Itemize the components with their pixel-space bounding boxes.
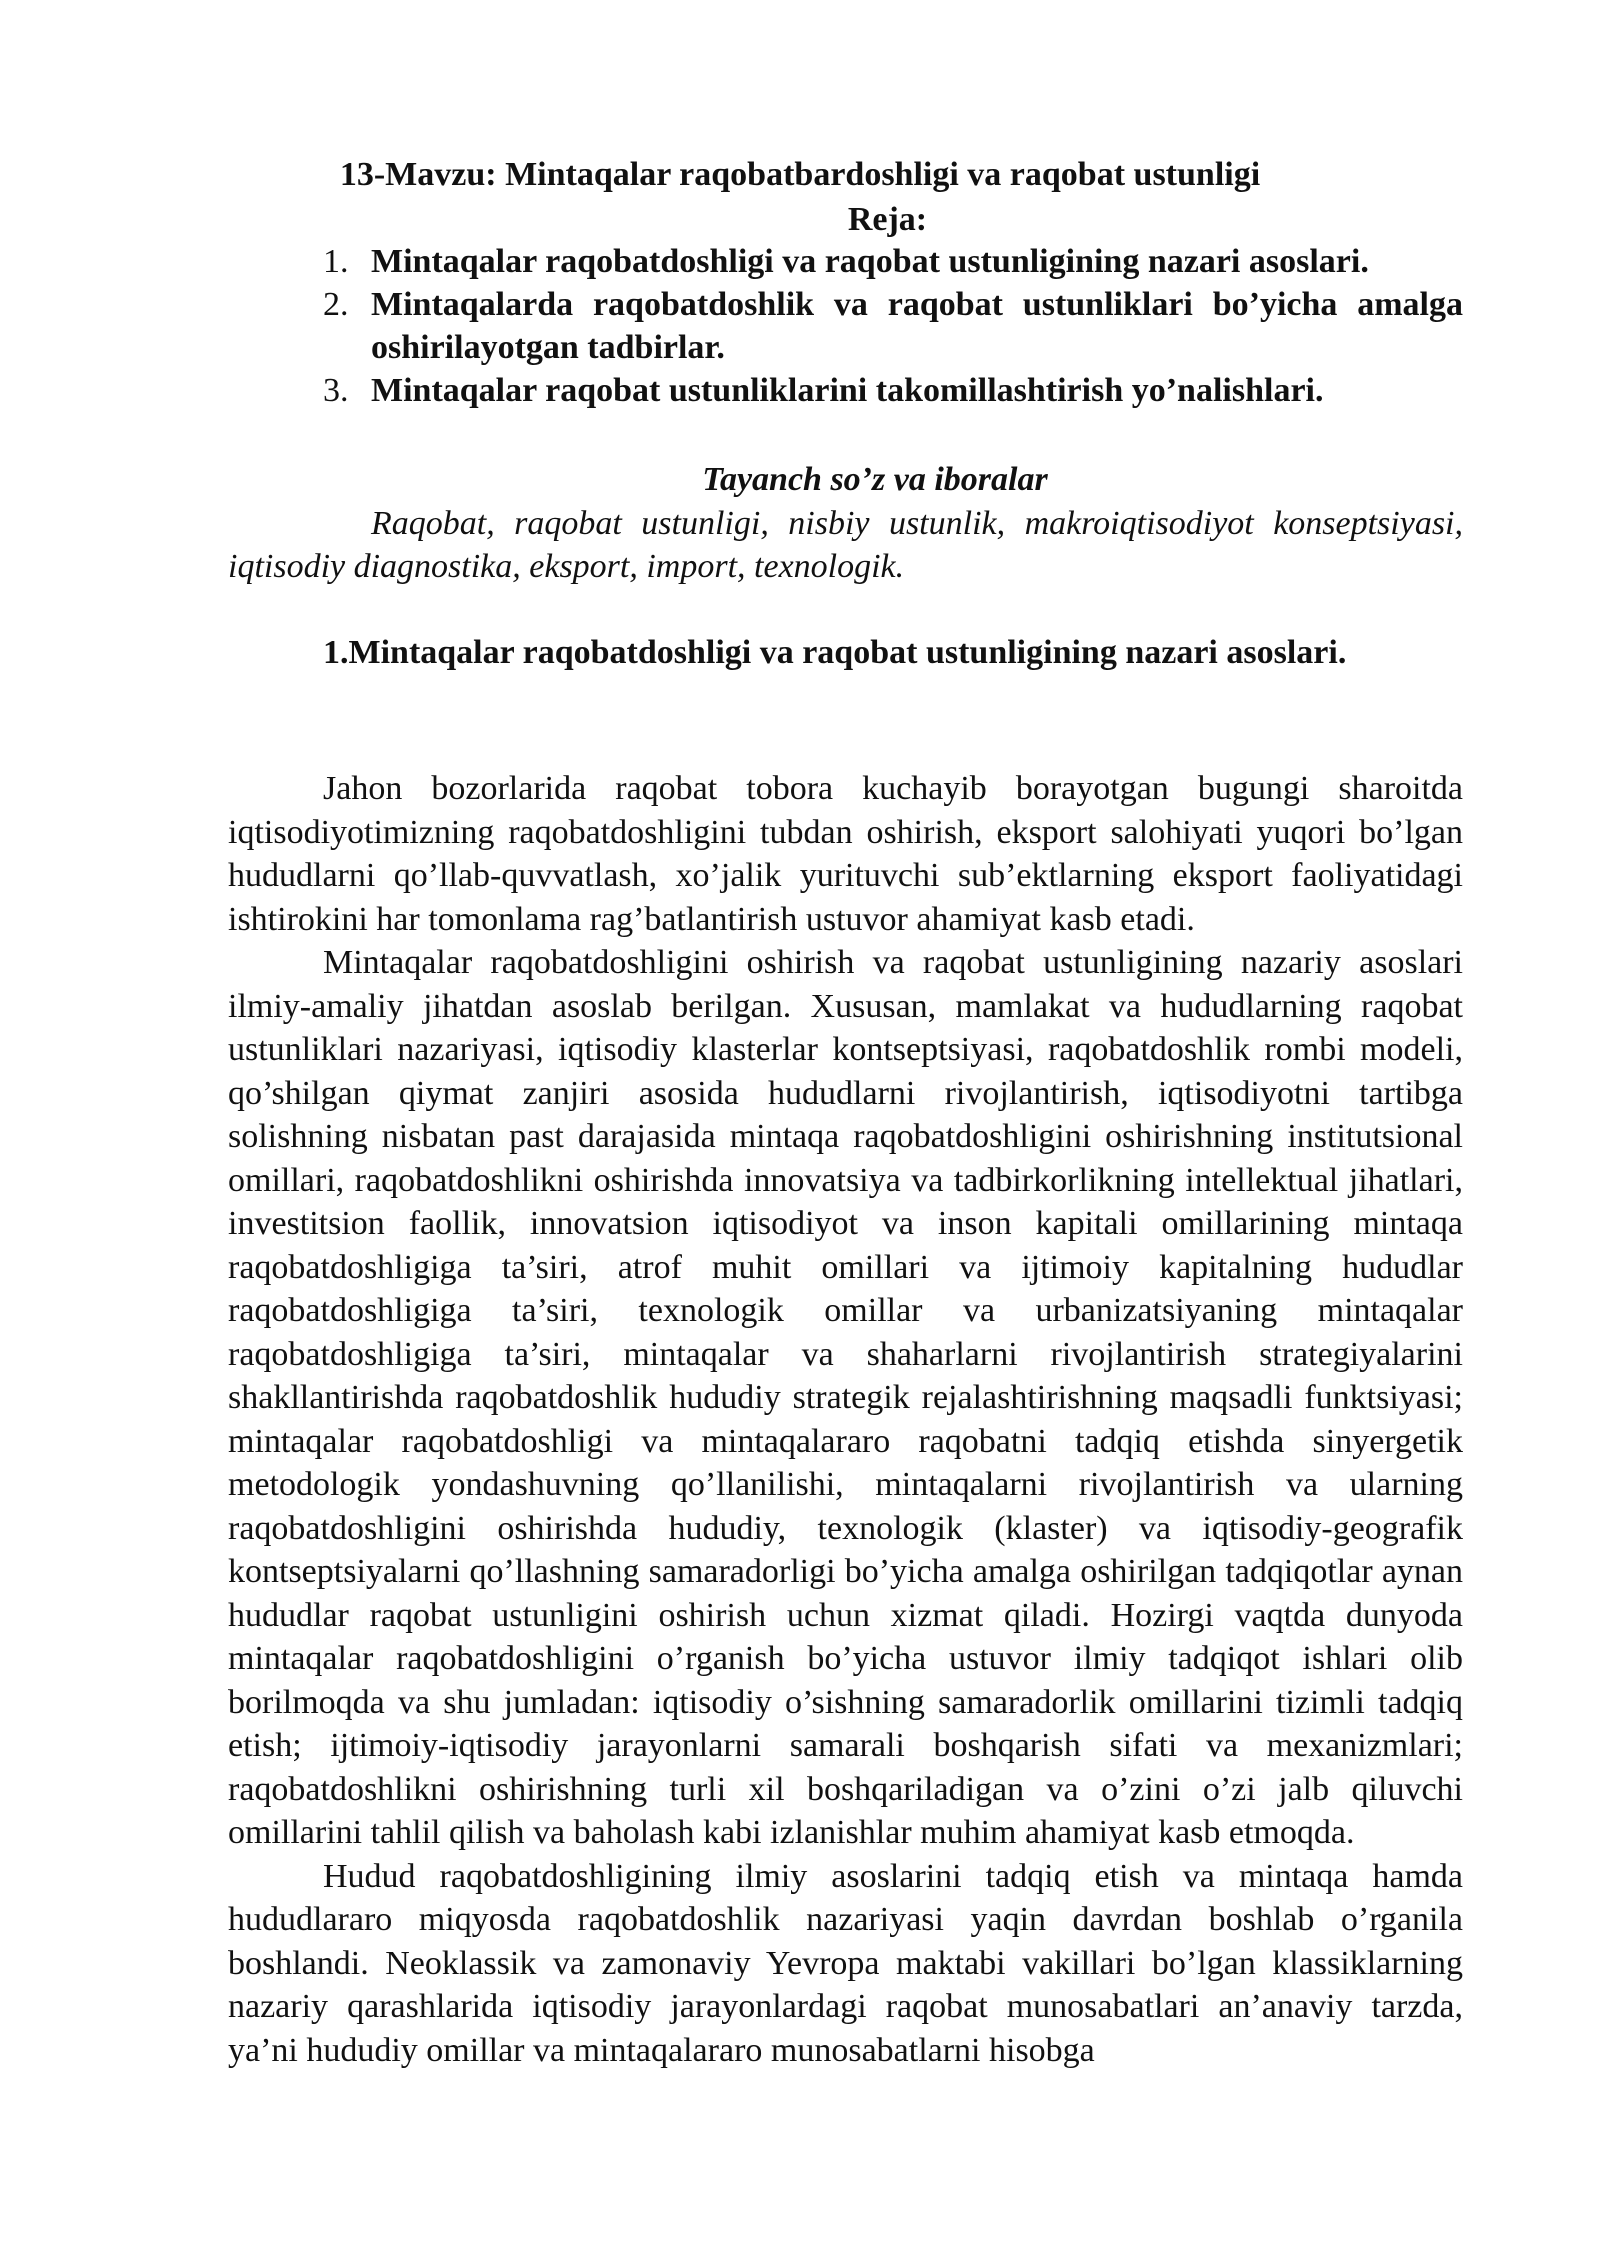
plan-item-1: [323, 240, 1463, 283]
document-title: 13-Mavzu: Mintaqalar raqobatbardoshligi va raqobat ustunligi: [339, 156, 1261, 193]
plan-item-number: 1.: [323, 243, 349, 280]
plan-list: [323, 240, 1463, 412]
body-text: [228, 767, 1463, 2072]
plan-item-number: 2.: [323, 286, 349, 323]
plan-item-text: Mintaqalar raqobatdoshligi va raqobat ustunligining nazari asoslari.: [371, 243, 1369, 280]
keywords-text: Raqobat, raqobat ustunligi, nisbiy ustunlik, makroiqtisodiyot konseptsiyasi, iqtisodiy diagnostika, eksport, import, texnologik.: [228, 505, 1463, 585]
plan-item-text: Mintaqalarda raqobatdoshlik va raqobat ustunliklari bo’yicha amalga oshirilayotgan tadbirlar.: [371, 286, 1463, 366]
keywords-heading: Tayanch so’z va iboralar: [702, 461, 1048, 498]
plan-item-3: [323, 369, 1463, 412]
body-paragraph-3: Hudud raqobatdoshligining ilmiy asoslarini tadqiq etish va mintaqa hamda hududlararo miqyosda raqobatdoshlik nazariyasi yaqin davrdan boshlab o’rganila boshlandi. Neoklassik va zamonaviy Yevropa maktabi vakillari bo’lgan klassiklarning nazariy qarashlarida iqtisodiy jarayonlardagi raqobat munosabatlari an’anaviy tarzda, ya’ni hududiy omillar va mintaqalararo munosabatlarni hisobga: [228, 1857, 1463, 2069]
plan-heading: Reja:: [847, 201, 928, 238]
plan-item-text: Mintaqalar raqobat ustunliklarini takomillashtirish yo’nalishlari.: [371, 372, 1324, 409]
body-paragraph-1: Jahon bozorlarida raqobat tobora kuchayib borayotgan bugungi sharoitda iqtisodiyotimizning raqobatdoshligini tubdan oshirish, eksport salohiyati yuqori bo’lgan hududlarni qo’llab-quvvatlash, xo’jalik yurituvchi sub’ektlarning eksport faoliyatidagi ishtirokini har tomonlama rag’batlantirish ustuvor ahamiyat kasb etadi.: [228, 770, 1463, 938]
section-heading: 1.Mintaqalar raqobatdoshligi va raqobat ustunligining nazari asoslari.: [323, 634, 1347, 671]
body-paragraph-2: Mintaqalar raqobatdoshligini oshirish va raqobat ustunligining nazariy asoslari ilmiy-amaliy jihatdan asoslab berilgan. Xususan, mamlakat va hududlarning raqobat ustunliklari nazariyasi, iqtisodiy klasterlar kontseptsiyasi, raqobatdoshlik rombi modeli, qo’shilgan qiymat zanjiri asosida hududlarni rivojlantirish, iqtisodiyotni tartibga solishning nisbatan past darajasida mintaqa raqobatdoshligini oshirishning institutsional omillari, raqobatdoshlikni oshirishda innovatsiya va tadbirkorlikning intellektual jihatlari, investitsion faollik, innovatsion iqtisodiyot va inson kapitali omillarining mintaqa raqobatdoshligiga ta’siri, atrof muhit omillari va ijtimoiy kapitalning hududlar raqobatdoshligiga ta’siri, texnologik omillar va urbanizatsiyaning mintaqalar raqobatdoshligiga ta’siri, mintaqalar va shaharlarni rivojlantirish strategiyalarini shakllantirishda raqobatdoshlik hududiy strategik rejalashtirishning maqsadli funktsiyasi; mintaqalar raqobatdoshligi va mintaqalararo raqobatni tadqiq etishda sinyergetik metodologik yondashuvning qo’llanilishi, mintaqalarni rivojlantirish va ularning raqobatdoshligini oshirishda hududiy, texnologik (klaster) va iqtisodiy-geografik kontseptsiyalarni qo’llashning samaradorligi bo’yicha amalga oshirilgan tadqiqotlar aynan hududlar raqobat ustunligini oshirish uchun xizmat qiladi. Hozirgi vaqtda dunyoda mintaqalar raqobatdoshligini o’rganish bo’yicha ustuvor ilmiy tadqiqot ishlari olib borilmoqda va shu jumladan: iqtisodiy o’sishning samaradorlik omillarini tizimli tadqiq etish; ijtimoiy-iqtisodiy jarayonlarni samarali boshqarish sifati va mexanizmlari; raqobatdoshlikni oshirishning turli xil boshqariladigan va o’zini o’zi jalb qiluvchi omillarini tahlil qilish va baholash kabi izlanishlar muhim ahamiyat kasb etmoqda.: [228, 944, 1463, 1851]
plan-item-2: [323, 283, 1463, 369]
plan-item-number: 3.: [323, 372, 349, 409]
